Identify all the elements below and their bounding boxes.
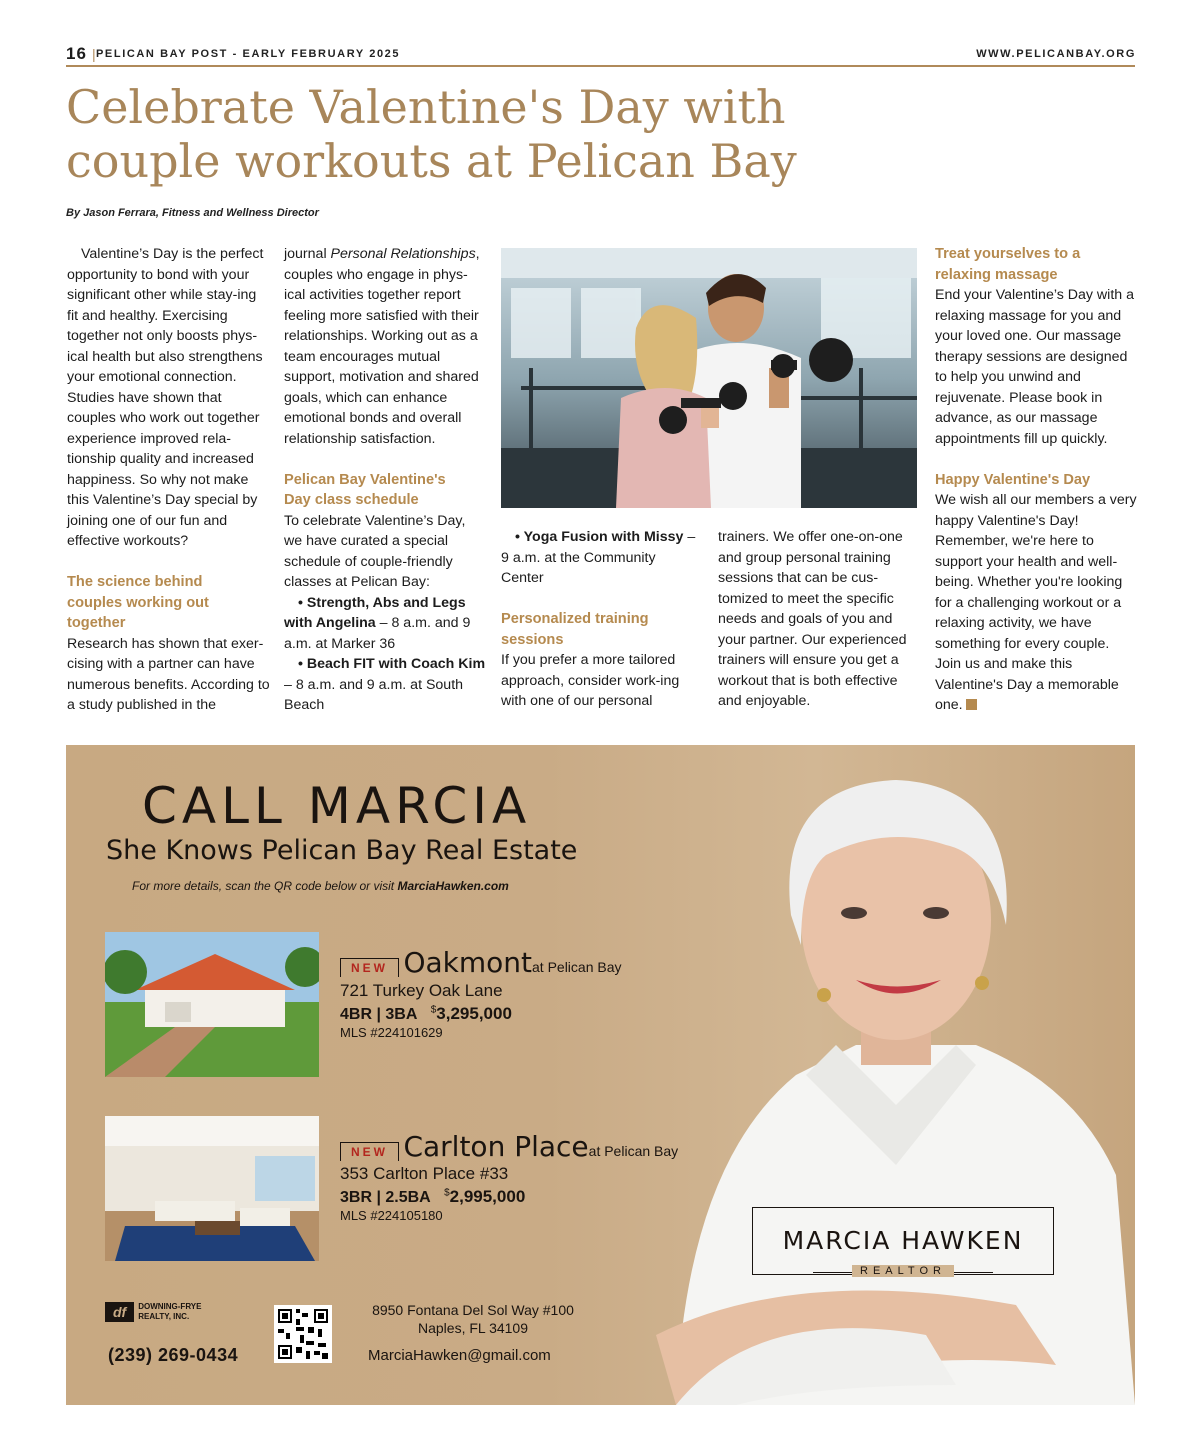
- subhead-personal-training: Personalized training sessions: [501, 611, 649, 648]
- agent-title-text: REALTOR: [852, 1265, 954, 1277]
- subhead-schedule: Pelican Bay Valentine's Day class schedule: [284, 471, 446, 508]
- beds-baths: 4BR | 3BA: [340, 1006, 418, 1023]
- listing-price: 3,295,000: [436, 1004, 512, 1023]
- class-item: [284, 654, 486, 716]
- publication-name: PELICAN BAY POST - EARLY FEBRUARY 2025: [96, 48, 401, 60]
- listing-card[interactable]: [340, 946, 622, 979]
- class-item: [284, 593, 486, 655]
- brokerage-name-line1: DOWNING-FRYE: [138, 1302, 202, 1311]
- subhead-happy: Happy Valentine's Day: [935, 471, 1091, 488]
- oakmont-house-photo: [105, 932, 319, 1077]
- class-name: • Beach FIT with Coach Kim: [298, 656, 486, 672]
- article-column-2: [284, 244, 486, 716]
- paragraph: trainers. We offer one-on-one and group personal training sessions that can be cus-tomized to meet the specific needs and goals of you and your partner. Our experienced trainers will ensure you get a workout that is both effective and enjoyable.: [718, 529, 907, 709]
- ad-tagline: She Knows Pelican Bay Real Estate: [106, 835, 578, 866]
- header-divider: |: [92, 46, 96, 62]
- agent-title: [753, 1265, 1053, 1277]
- new-badge: NEW: [340, 1142, 399, 1161]
- class-time: – 9 a.m. at the Community Center: [501, 529, 696, 586]
- beds-baths: 3BR | 2.5BA: [340, 1189, 431, 1206]
- agent-website-link[interactable]: MarciaHawken.com: [397, 879, 509, 893]
- listing-location: at Pelican Bay: [532, 959, 622, 975]
- paragraph: [935, 490, 1137, 716]
- class-item: [501, 527, 701, 589]
- brokerage-name-line2: REALTY, INC.: [138, 1312, 190, 1321]
- couple-workout-photo: [501, 248, 917, 508]
- listing-name: Carlton Place: [403, 1130, 589, 1163]
- class-name: • Yoga Fusion with Missy: [515, 529, 684, 545]
- article-headline: [66, 80, 826, 188]
- agent-portrait: [596, 745, 1135, 1405]
- class-time: – 8 a.m. and 9 a.m. at South Beach: [284, 676, 464, 713]
- currency-symbol: $: [444, 1187, 450, 1199]
- address-line-2: Naples, FL 34109: [418, 1320, 528, 1336]
- listing-address: 721 Turkey Oak Lane: [340, 981, 503, 1000]
- listing-mls: MLS #224105180: [340, 1208, 443, 1223]
- article-column-1: [67, 244, 271, 716]
- header-rule: [66, 65, 1135, 67]
- paragraph: End your Valentine’s Day with a relaxing massage for you and your loved one. Our massage therapy sessions are designed to help you unwind and rejuvenate. Please book in advance, as our massage appointments fill up quickly.: [935, 287, 1134, 447]
- article-column-5: [935, 244, 1137, 716]
- text-run: For more details, scan the QR code below or visit: [132, 879, 398, 893]
- headline-line-2: couple workouts at Pelican Bay: [66, 134, 797, 188]
- ad-headline: CALL MARCIA: [142, 777, 532, 835]
- website-link[interactable]: WWW.PELICANBAY.ORG: [976, 48, 1136, 60]
- brokerage-logo: [105, 1302, 201, 1322]
- text-run: We wish all our members a very happy Valentine's Day! Remember, we're here to support your health and well-being. Whether you're looking for a challenging workout or a relaxing activity, we have something for every couple. Join us and make this Valentine's Day a memorable one.: [935, 492, 1137, 713]
- email-link[interactable]: MarciaHawken@gmail.com: [368, 1347, 551, 1364]
- text-run: journal: [284, 246, 331, 262]
- journal-title: Personal Relationships: [330, 246, 476, 262]
- article-column-3: [501, 527, 701, 712]
- listing-card[interactable]: [340, 1130, 678, 1163]
- end-mark-icon: [966, 699, 977, 710]
- paragraph: If you prefer a more tailored approach, consider work-ing with one of our personal: [501, 652, 680, 709]
- agent-name: MARCIA HAWKEN: [782, 1226, 1024, 1255]
- listing-specs: [340, 1004, 512, 1024]
- paragraph: Valentine’s Day is the perfect opportunity to bond with your significant other while stay-ing fit and healthy. Exercising together not only boosts phys-ical health but also strengthens your emotional connection. Studies have shown that couples who work out together experience improved rela-tionship quality and increased happiness. So why not make this Valentine’s Day special by joining one of our fun and effective workouts?: [67, 246, 264, 549]
- listing-specs: [340, 1187, 525, 1207]
- paragraph: Research has shown that exer-cising with a partner can have numerous benefits. According to a study published in the: [67, 635, 270, 713]
- listing-mls: MLS #224101629: [340, 1025, 443, 1040]
- address-line-1: 8950 Fontana Del Sol Way #100: [372, 1302, 574, 1318]
- subhead-massage: Treat yourselves to a relaxing massage: [935, 246, 1081, 283]
- paragraph: [284, 244, 486, 449]
- brokerage-mark: df: [105, 1302, 134, 1322]
- new-badge: NEW: [340, 958, 399, 977]
- listing-price: 2,995,000: [449, 1187, 526, 1206]
- office-address: [368, 1301, 578, 1337]
- paragraph: To celebrate Valentine’s Day, we have curated a special schedule of couple-friendly classes at Pelican Bay:: [284, 512, 466, 590]
- text-run: , couples who engage in phys-ical activities together report feeling more satisfied with their relationships. Working out as a team encourages mutual support, motivation and shared goals, which can enhance emotional bonds and overall relationship satisfaction.: [284, 246, 480, 447]
- carlton-place-interior-photo: [105, 1116, 319, 1261]
- agent-name-box: [752, 1207, 1054, 1275]
- qr-code-icon[interactable]: [274, 1305, 332, 1363]
- realtor-advertisement: [66, 745, 1135, 1405]
- gym-photo-illustration: [501, 248, 917, 508]
- listing-location: at Pelican Bay: [588, 1143, 679, 1159]
- listing-address: 353 Carlton Place #33: [340, 1164, 509, 1183]
- listing-name: Oakmont: [403, 946, 532, 979]
- currency-symbol: $: [430, 1004, 437, 1016]
- subhead-science: The science behind couples working out together: [67, 574, 209, 631]
- class-name: • Strength, Abs and Legs with Angelina: [284, 594, 466, 631]
- page-number: 16: [66, 44, 87, 63]
- article-column-4: [718, 527, 918, 712]
- byline: By Jason Ferrara, Fitness and Wellness Director: [66, 207, 319, 219]
- headline-line-1: Celebrate Valentine's Day with: [66, 80, 786, 134]
- phone-number[interactable]: (239) 269-0434: [108, 1345, 239, 1365]
- class-time: – 8 a.m. and 9 a.m. at Marker 36: [284, 615, 471, 652]
- ad-details: [132, 879, 509, 893]
